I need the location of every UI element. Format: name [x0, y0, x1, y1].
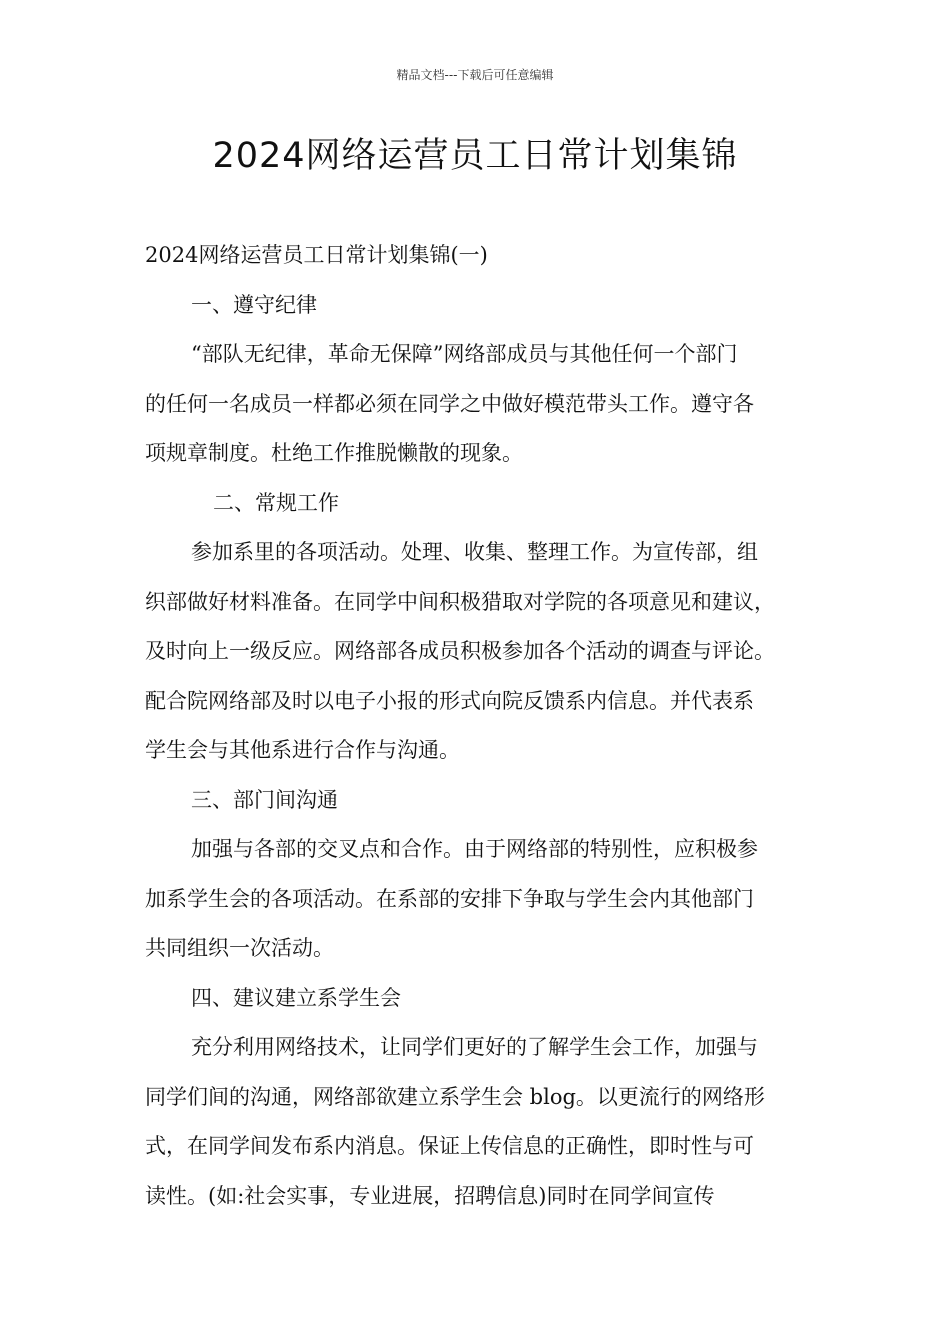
paragraph-line: 项规章制度。杜绝工作推脱懒散的现象。 — [145, 441, 523, 465]
paragraph-line: 的任何一名成员一样都必须在同学之中做好模范带头工作。遵守各 — [145, 391, 754, 416]
paragraph-line: 读性。(如:社会实事，专业进展，招聘信息)同时在同学间宣传 — [145, 1183, 715, 1208]
paragraph-line: 及时向上一级反应。网络部各成员积极参加各个活动的调查与评论。 — [145, 639, 775, 663]
section-heading-communication: 三、部门间沟通 — [191, 787, 338, 812]
section-heading-blog: 四、建议建立系学生会 — [191, 985, 401, 1010]
paragraph-line: 式，在同学间发布系内消息。保证上传信息的正确性，即时性与可 — [145, 1134, 754, 1158]
document-subtitle: 2024网络运营员工日常计划集锦(一) — [145, 243, 488, 267]
document-title: 2024网络运营员工日常计划集锦 — [212, 136, 738, 176]
paragraph-line: 加系学生会的各项活动。在系部的安排下争取与学生会内其他部门 — [145, 886, 754, 911]
paragraph-line: 加强与各部的交叉点和合作。由于网络部的特别性，应积极参 — [191, 837, 758, 861]
paragraph-line: 织部做好材料准备。在同学中间积极猎取对学院的各项意见和建议， — [145, 589, 775, 614]
paragraph-line: 充分利用网络技术，让同学们更好的了解学生会工作，加强与 — [191, 1035, 758, 1059]
document-body — [145, 231, 825, 1221]
section-heading-routine-work: 二、常规工作 — [213, 490, 339, 515]
section-heading-discipline: 一、遵守纪律 — [191, 292, 317, 317]
paragraph-line: 同学们间的沟通，网络部欲建立系学生会 blog。以更流行的网络形 — [145, 1084, 765, 1109]
paragraph-line: “部队无纪律，革命无保障”网络部成员与其他任何一个部门 — [191, 342, 738, 366]
paragraph-line: 参加系里的各项活动。处理、收集、整理工作。为宣传部，组 — [191, 540, 758, 564]
paragraph-line: 共同组织一次活动。 — [145, 936, 334, 960]
header-note: 精品文档---下载后可任意编辑 — [396, 68, 554, 82]
paragraph-line: 学生会与其他系进行合作与沟通。 — [145, 738, 460, 762]
paragraph-line: 配合院网络部及时以电子小报的形式向院反馈系内信息。并代表系 — [145, 688, 754, 713]
